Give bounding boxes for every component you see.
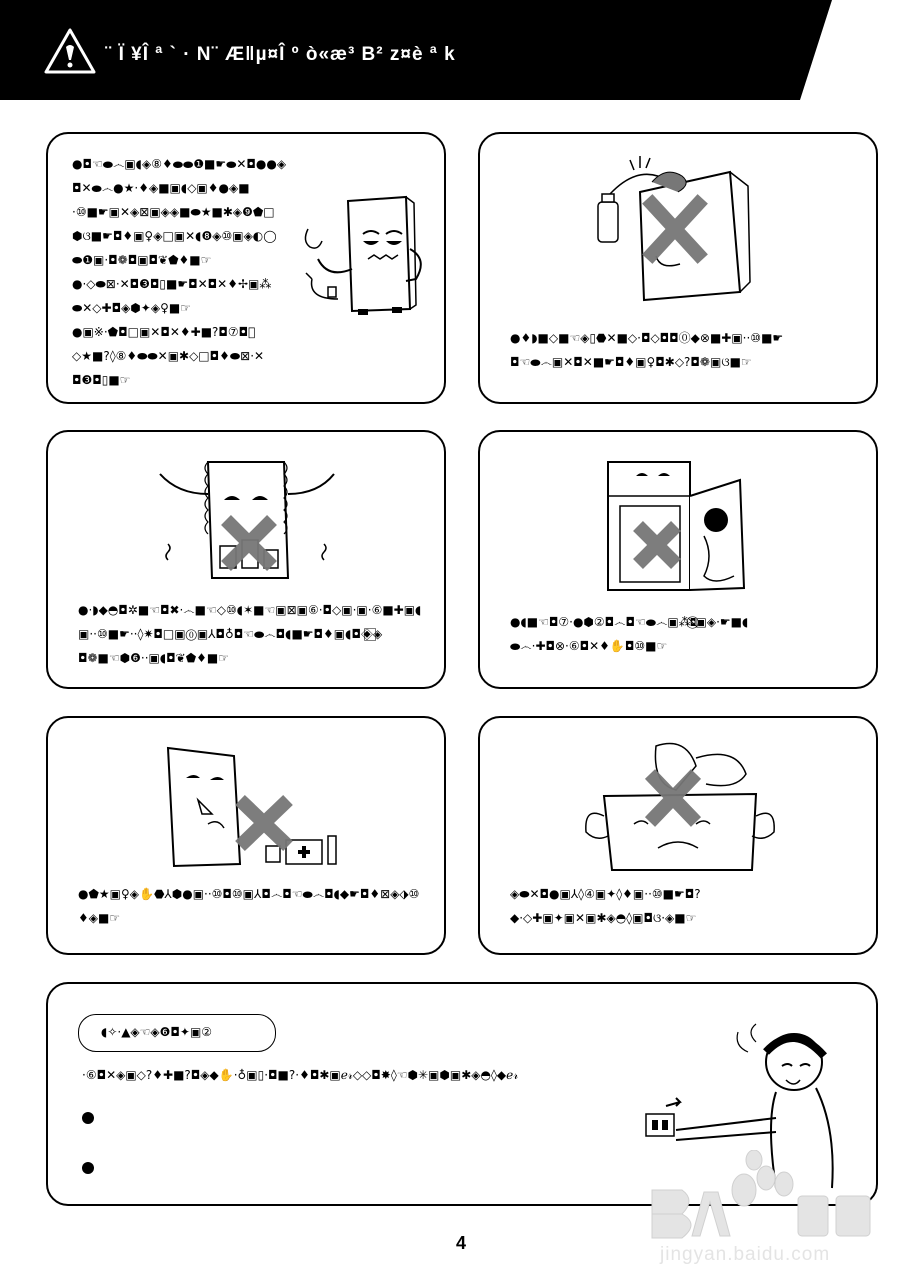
watermark-url: jingyan.baidu.com [660,1244,831,1265]
bullet-point-2 [82,1162,94,1174]
panel-1-line-10: ◘❸◘▯■☞ [72,373,131,387]
panel-3-line-3: ◘❁■☜⬢❻··▣◖◘❦⬟♦■☞ [78,651,229,665]
panel-3-line-1: ●·◗◆◓◘✲■☜◘✖·෴■☜◇⑩◖✶■☜▣⊠▣⑥·◘◇▣·▣·⑥■✚▣◖ [78,603,422,617]
panel-1-line-9: ◇★■?◊⑧♦⬬⬬✕▣✱◇□◘♦⬬⊠·✕ [72,349,265,363]
baidu-watermark-logo [648,1150,878,1240]
section-tag [78,1014,276,1052]
panel-no-medicine [46,716,446,955]
panel-1-line-2: ◘✕⬬෴●★·♦◈■▣◖◇▣♦●◈■ [72,181,250,195]
fridge-spray-illustration [580,152,780,312]
header-title: ¨ Ï ¥Î ª ` · N¨ Æ‖µ¤Î º ò«æ³ B² z¤è ª k [105,44,456,65]
panel-1-line-4: ⬢ଓ■☛◘♦▣♀◈□▣✕◖❽◈⑩▣◈◐◯ [72,229,277,243]
panel-3-line-2: ▣··⑩■☛··◊✷◘□▣⓪▣⅄◘♁◘☜⬬෴◘◖■☛◘♦▣◖◘◈⃞◈ [78,627,383,641]
fridge-medicine-illustration [158,742,358,872]
gas-warning-text: ·⑥◘✕◈▣◇?♦✚■?◘◈◆✋·♁▣▯·◘■?·♦◘✱▣ℯ𝓇◇◇◘✸◊☜⬢✳▣⬢▣✱◈◓◊◆ℯ𝓇 [82,1068,519,1082]
panel-2-line-1: ●♦◗■◇■☜◈▯⬣✕■◇·◘◇◘◘⓪◆⊗■✚▣··⑩■☛ [510,331,784,345]
child-climbing-fridge-illustration [600,456,770,596]
page-number: 4 [455,1233,466,1253]
panel-1-line-5: ⬬❶▣·◘❁◘▣◘❦⬟♦■☞ [72,253,212,267]
fridge-unplugged-illustration [288,189,428,319]
panel-4-line-2: ⬬෴·✚◘⊗·⑥◘✕♦✋◘⑩■☞ [510,639,668,653]
fridge-heavy-load-illustration [576,736,786,876]
panel-no-climbing [478,430,878,689]
panel-no-tilt [46,430,446,689]
panel-5-line-1: ●⬟★▣♀◈✋⬣⅄⬢●▣··⑩◘⑩▣⅄◘෴◘☜⬬෴◘◖◆☛◘♦⊠◈⬗⑩ [78,887,420,901]
panel-6-line-2: ◆·◇✚▣✦▣✕▣✱◈◓◊▣◘ଓ·◈■☞ [510,911,697,925]
panel-no-spray [478,132,878,404]
panel-1-line-6: ●·◇⬬⊠·✕◘❸◘▯■☛◘✕◘✕♦✢▣⁂ [72,277,272,291]
panel-1-line-8: ●▣※·⬟◘□▣✕◘✕♦✚■?◘⑦◘⃠ [72,325,256,339]
panel-5-line-2: ♦◈■☞ [78,911,121,925]
bullet-point-1 [82,1112,94,1124]
panel-4-line-1: ●◖■☜◘⑦·●⬢②◘෴◘☜⬬෴▣⁂◘⃠▣◈·☛■◖ [510,615,749,629]
panel-no-heavy-objects [478,716,878,955]
panel-2-line-2: ◘☜⬬෴▣✕◘✕■☛◘♦▣♀◘✱◇?◘❁▣ଓ■☞ [510,355,752,369]
panel-fridge-placement [46,132,446,404]
panel-1-line-1: ●◘☜⬬෴▣◖◈⑧♦⬬⬬❶■☛⬬✕◘●●◈ [72,157,287,171]
panel-6-line-1: ◈⬬✕◘●▣⅄◊④▣✦◊♦▣··⑩■☛◘? [510,887,701,901]
panel-1-line-3: ·⑩■☛▣✕◈⊠▣◈◈■⬬★■✱◈❾⬟□ [72,205,275,219]
fridge-shaking-illustration [148,454,348,584]
section-tag-label: ◖✧·▲◈☜◈❻◘✦▣② [101,1025,213,1039]
panel-1-line-7: ⬬✕◇✚◘◈⬢✦◈♀■☞ [72,301,191,315]
